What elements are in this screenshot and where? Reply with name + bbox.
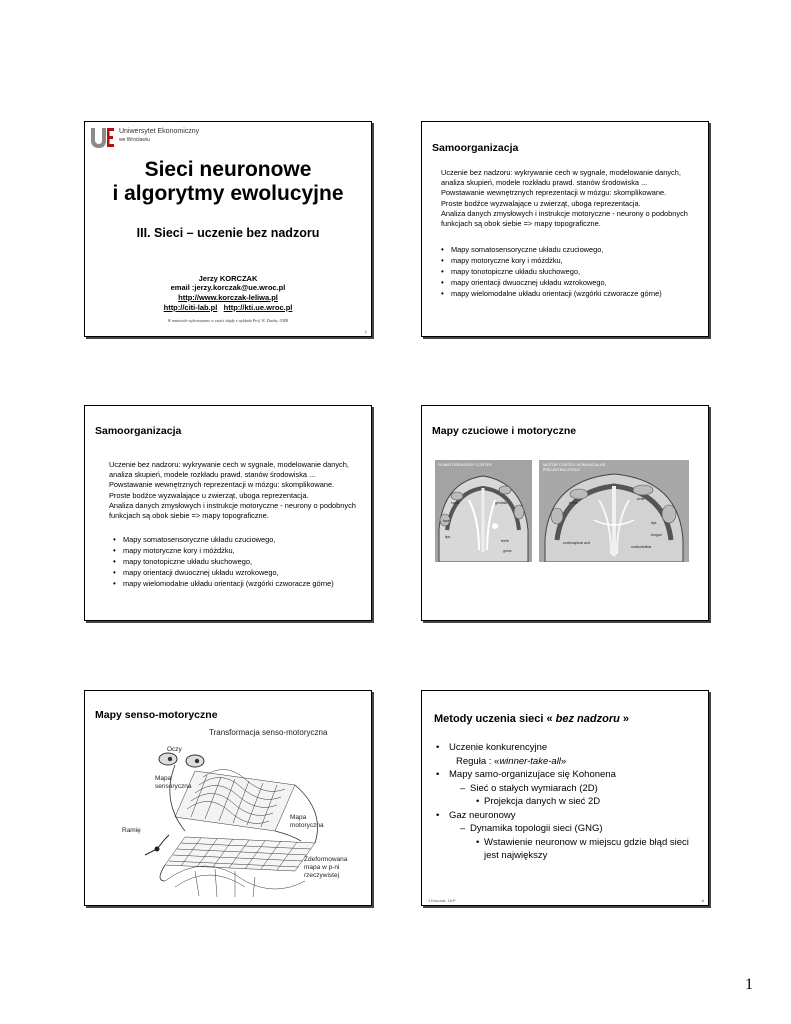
list-item: • Mapy somatosensoryczne układu czuciowego, (113, 534, 372, 545)
handout-page-number: 1 (745, 976, 753, 993)
paragraph: Powstawanie wewnętrznych reprezentacji w mózgu: skomplikowane. (441, 188, 667, 198)
heading-italic: bez nadzoru (555, 713, 620, 725)
svg-text:trunk: trunk (569, 501, 577, 505)
svg-text:corticobulbar: corticobulbar (631, 545, 652, 549)
slide-heading: Samoorganizacja (432, 142, 519, 154)
slide-credit: W materiale wykorzystano w części slajdy z wykładu Prof. W. Ducha, UMK (167, 318, 289, 323)
list-item: • mapy orientacji dwuocznej układu wzrokowego, (113, 567, 372, 578)
list-item: • mapy tonotopiczne układu słuchowego, (441, 266, 703, 277)
svg-text:tongue: tongue (651, 533, 662, 537)
bullet-list (441, 244, 703, 299)
deformed-map-label: Zdeformowana mapa w p-ni rzeczywistej (304, 856, 348, 879)
svg-text:gums: gums (503, 549, 512, 553)
paragraph: Proste bodźce wyzwalające u zwierząt, uboga reprezentacja. (441, 198, 641, 208)
list-item: Reguła : «winner-take-all» (456, 755, 567, 767)
svg-text:wrist: wrist (637, 497, 645, 501)
course-title-line2: i algorytmy ewolucyjne (112, 182, 344, 205)
arm-label: Ramię (122, 827, 141, 834)
fig2-caption: MOTOR CORTEX HOMUNCULUS (543, 462, 606, 467)
slide-sensorimotor-maps (84, 690, 372, 906)
lecture-subtitle: III. Sieci – uczenie bez nadzoru (136, 226, 320, 240)
slide-text (109, 460, 367, 522)
slide-footer-author: J.Korczak, ULP (428, 898, 456, 903)
slide-heading: Mapy senso-motoryczne (95, 709, 218, 721)
motor-cortex-figure (539, 460, 689, 562)
methods-list (432, 741, 702, 863)
svg-text:genitals: genitals (495, 501, 508, 505)
list-item: • mapy wielomodalne układu orientacji (wzgórki czworacze górne) (113, 578, 372, 589)
paragraph: Analiza danych zmysłowych i instrukcje motoryczne - neurony o podobnych funkcjach są obok siebie => mapy topograficzne. (441, 209, 688, 228)
slide-title (84, 121, 372, 337)
list-item: • mapy motoryczne kory i móżdżku, (441, 255, 703, 266)
author-links (85, 303, 371, 313)
svg-text:teeth: teeth (501, 539, 509, 543)
sensorimotor-transformation-figure (122, 728, 365, 901)
slide-text (441, 168, 699, 230)
paragraph: Analiza danych zmysłowych i instrukcje motoryczne - neurony o podobnych funkcjach są obok siebie => mapy topograficzne. (109, 501, 356, 520)
citi-lab-link[interactable]: http://citi-lab.pl (163, 303, 218, 312)
svg-text:face: face (443, 519, 450, 523)
course-title-line1: Sieci neuronowe (144, 158, 312, 181)
svg-text:hand: hand (451, 501, 459, 505)
bullet-list (113, 534, 372, 589)
slide-samoorganizacja-1 (421, 121, 709, 337)
fig2-subcaption: PRECENTRAL GYRUS (543, 468, 580, 472)
list-item: • Gaz neuronowy (432, 809, 702, 823)
list-item: • mapy motoryczne kory i móżdżku, (113, 545, 372, 556)
svg-text:corticospinal and: corticospinal and (563, 541, 590, 545)
slide-sensory-motor-maps (421, 405, 709, 621)
list-item: • mapy wielomodalne układu orientacji (wzgórki czworacze górne) (441, 288, 703, 299)
kti-link[interactable]: http://kti.ue.wroc.pl (223, 303, 293, 312)
list-item: • Mapy somatosensoryczne układu czuciowego, (441, 244, 703, 255)
list-item: • Wstawienie neuronow w miejscu gdzie błąd sieci jest największy (432, 836, 702, 863)
figure-title: Transformacja senso-motoryczna (209, 728, 328, 737)
somatosensory-cortex-figure (435, 460, 532, 562)
author-name: Jerzy KORCZAK (198, 274, 258, 283)
list-item: – Sieć o stałych wymiarach (2D) (432, 782, 702, 796)
svg-text:lips: lips (445, 535, 451, 539)
ue-logo-icon (89, 125, 115, 151)
university-name: Uniwersytet Ekonomiczny (119, 128, 200, 135)
list-item: • mapy tonotopiczne układu słuchowego, (113, 556, 372, 567)
list-item: • Projekcja danych w sieć 2D (432, 795, 702, 809)
university-city: we Wrocławiu (119, 137, 150, 143)
sensory-map-label: Mapa sensoryczna (155, 775, 192, 790)
author-website-link[interactable]: http://www.korczak-leliwa.pl (178, 293, 278, 302)
paragraph: Uczenie bez nadzoru: wykrywanie cech w sygnale, modelowanie danych, analiza skupień, modele rozkładu prawd. stanów środowiska ... (441, 168, 681, 187)
svg-text:lips: lips (651, 521, 657, 525)
slide-page-number: 1 (364, 329, 367, 334)
paragraph: Proste bodźce wyzwalające u zwierząt, uboga reprezentacja. (109, 490, 309, 500)
university-logo (89, 125, 209, 151)
motor-map-label: Mapa motoryczna (290, 814, 324, 829)
slide-samoorganizacja-2 (84, 405, 372, 621)
slide-unsupervised-methods (421, 690, 709, 906)
list-item: – Dynamika topologii sieci (GNG) (432, 822, 702, 836)
fig1-caption: SOMATOSENSORY CORTEX (438, 462, 493, 467)
paragraph: Powstawanie wewnętrznych reprezentacji w mózgu: skomplikowane. (109, 480, 335, 490)
slide-heading: Mapy czuciowe i motoryczne (432, 425, 577, 437)
list-item: • Mapy samo-organizujace się Kohonena (432, 768, 702, 782)
slide-heading: Samoorganizacja (95, 425, 182, 437)
paragraph: Uczenie bez nadzoru: wykrywanie cech w sygnale, modelowanie danych, analiza skupień, modele rozkładu prawd. stanów środowiska ... (109, 460, 349, 479)
author-email: email :jerzy.korczak@ue.wroc.pl (170, 283, 286, 292)
slide-page-number: 6 (701, 898, 704, 903)
list-item: • mapy orientacji dwuocznej układu wzrokowego, (441, 277, 703, 288)
slide-heading: Metody uczenia sieci « bez nadzoru » (434, 713, 630, 725)
eyes-label: Oczy (167, 746, 182, 753)
list-item: • Uczenie konkurencyjne (432, 741, 702, 755)
